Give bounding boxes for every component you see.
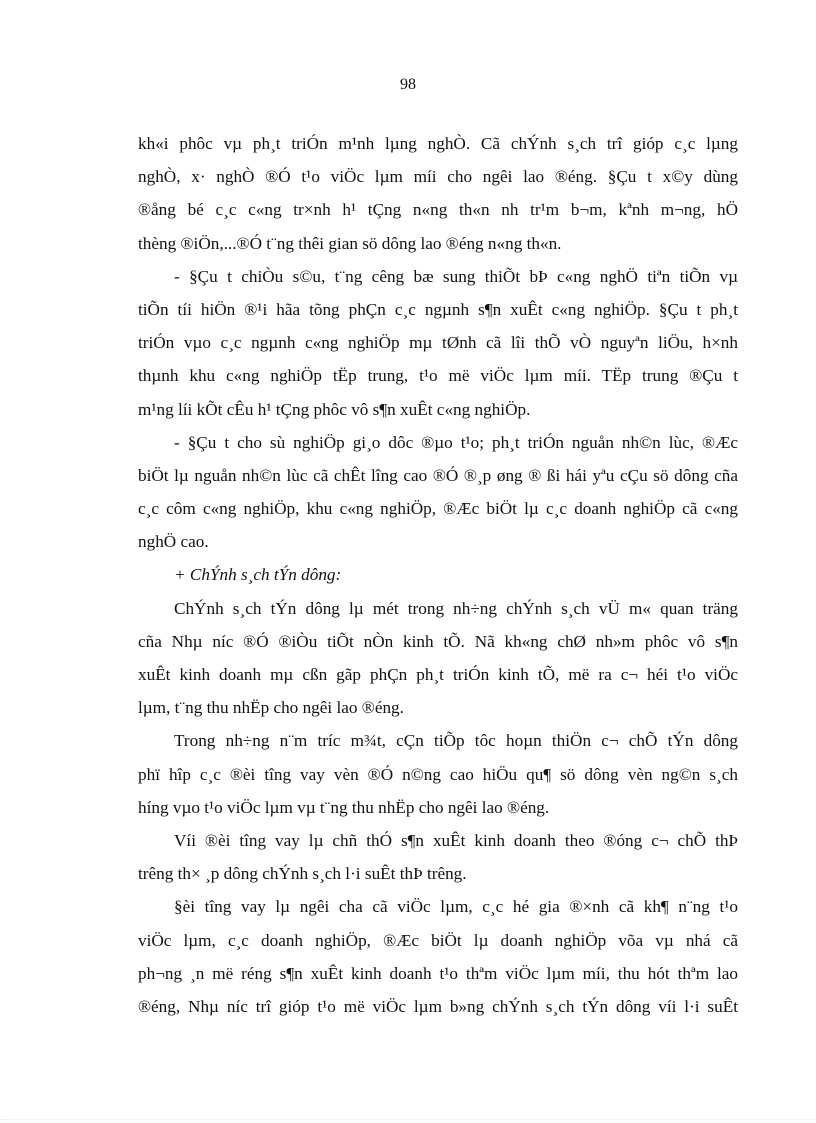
body-line: thµnh khu c«ng nghiÖp tËp trung, t¹o më viÖc lµm míi. TËp trung ®Çu t [138,366,738,386]
body-line: - §Çu t cho sù nghiÖp gi¸o dôc ®µo t¹o; ph¸t triÓn nguån nh©n lùc, ®Æc [174,432,738,452]
body-line: Víi ®èi tîng vay lµ chñ thÓ s¶n xuÊt kinh doanh theo ®óng c¬ chÕ thÞ [174,830,738,850]
body-line: m¹ng líi kÕt cÊu h¹ tÇng phôc vô s¶n xuÊt c«ng nghiÖp. [138,399,531,419]
body-line: ®ång bé c¸c c«ng tr×nh h¹ tÇng n«ng th«n nh tr¹m b¬m, kªnh m¬ng, hÖ [138,200,738,220]
body-line: c¸c côm c«ng nghiÖp, khu c«ng nghiÖp, ®Æc biÖt lµ c¸c doanh nghiÖp cã c«ng [138,499,738,519]
body-line: §èi tîng vay lµ ngêi cha cã viÖc lµm, c¸c hé gia ®×nh cã kh¶ n¨ng t¹o [174,897,738,917]
body-line: híng vµo t¹o viÖc lµm vµ t¨ng thu nhËp cho ngêi lao ®éng. [138,797,550,817]
body-line: kh«i phôc vµ ph¸t triÓn m¹nh lµng nghÒ. Cã chÝnh s¸ch trî gióp c¸c lµng [138,134,738,153]
body-line: trêng th× ¸p dông chÝnh s¸ch l·i suÊt thÞ trêng. [138,864,467,884]
body-line: ChÝnh s¸ch tÝn dông lµ mét trong nh÷ng chÝnh s¸ch vÜ m« quan träng [174,598,738,618]
page-number: 98 [400,76,416,93]
body-line: biÖt lµ nguån nh©n lùc cã chÊt lîng cao ®Ó ®¸p øng ® ßi hái yªu cÇu sö dông cña [138,465,738,485]
body-line: triÓn vµo c¸c ngµnh c«ng nghiÖp mµ tØnh cã lîi thÕ vÒ nguyªn liÖu, h×nh [138,333,738,353]
body-line: nghÖ cao. [138,532,209,552]
section-heading: + ChÝnh s¸ch tÝn dông: [174,565,342,585]
document-body [138,127,738,1023]
page-bottom-rule [0,1119,816,1120]
body-line: xuÊt kinh doanh mµ cßn gãp phÇn ph¸t triÓn kinh tÕ, më ra c¬ héi t¹o viÖc [138,665,738,684]
body-line: nghÒ, x· nghÒ ®Ó t¹o viÖc lµm míi cho ngêi lao ®éng. §Çu t x©y dùng [138,167,738,187]
body-line: cña Nhµ níc ®Ó ®iÒu tiÕt nÒn kinh tÕ. Nã kh«ng chØ nh»m phôc vô s¶n [138,631,738,651]
body-line: - §Çu t chiÒu s©u, t¨ng cêng bæ sung thiÕt bÞ c«ng nghÖ tiªn tiÕn vµ [174,266,738,286]
body-line: ph¬ng ¸n më réng s¶n xuÊt kinh doanh t¹o thªm viÖc lµm míi, thu hót thªm lao [138,963,738,983]
body-line: thèng ®iÖn,...®Ó t¨ng thêi gian sö dông lao ®éng n«ng th«n. [138,233,562,253]
body-line: phï hîp c¸c ®èi tîng vay vèn ®Ó n©ng cao hiÖu qu¶ sö dông vèn ng©n s¸ch [138,764,738,784]
body-line: ®éng, Nhµ níc trî gióp t¹o më viÖc lµm b»ng chÝnh s¸ch tÝn dông víi l·i suÊt [138,996,738,1016]
body-line: viÖc lµm, c¸c doanh nghiÖp, ®Æc biÖt lµ doanh nghiÖp võa vµ nhá cã [138,930,738,950]
body-line: Trong nh÷ng n¨m tríc m¾t, cÇn tiÕp tôc hoµn thiÖn c¬ chÕ tÝn dông [174,731,738,751]
body-line: lµm, t¨ng thu nhËp cho ngêi lao ®éng. [138,698,404,718]
body-line: tiÕn tíi hiÖn ®¹i hãa tõng phÇn c¸c ngµnh s¶n xuÊt c«ng nghiÖp. §Çu t ph¸t [138,299,738,319]
